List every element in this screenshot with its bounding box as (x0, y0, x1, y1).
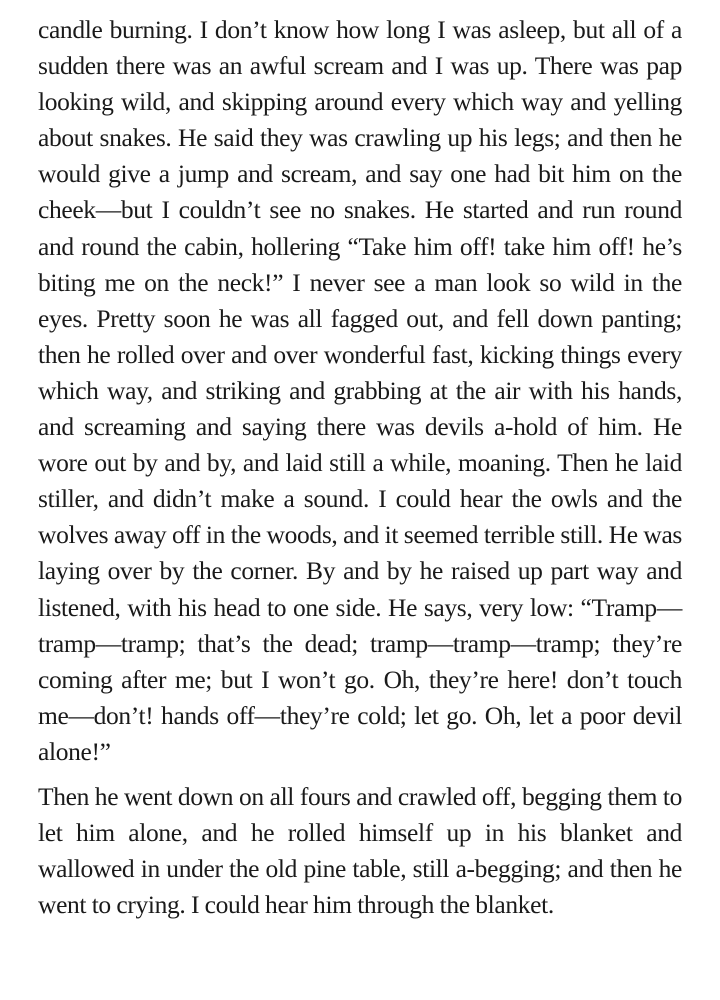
paragraph-1: candle burning. I don’t know how long I was asleep, but all of a sudden there was an awful scream and I was up. There was pap looking wild, and skipping around every which way and yelling about snakes. He said they was crawling up his legs; and then he would give a jump and scream, and say one had bit him on the cheek—but I couldn’t see no snakes. He started and run round and round the cabin, hollering “Take him off! take him off! he’s biting me on the neck!” I never see a man look so wild in the eyes. Pretty soon he was all fagged out, and fell down panting; then he rolled over and over wonderful fast, kicking things every which way, and striking and grabbing at the air with his hands, and screaming and saying there was devils a-hold of him. He wore out by and by, and laid still a while, moaning. Then he laid stiller, and didn’t make a sound. I could hear the owls and the wolves away off in the woods, and it seemed terrible still. He was laying over by the corner. By and by he raised up part way and listened, with his head to one side. He says, very low: “Tramp—tramp—tramp; that’s the dead; tramp—tramp—tramp; they’re coming after me; but I won’t go. Oh, they’re here! don’t touch me—don’t! hands off—they’re cold; let go. Oh, let a poor devil alone!” (38, 15, 682, 766)
paragraph-2: Then he went down on all fours and crawled off, begging them to let him alone, and he rolled himself up in his blanket and wallowed in under the old pine table, still a-begging; and then he went to crying. I could hear him through the blanket. (38, 781, 682, 920)
book-page (38, 12, 682, 923)
